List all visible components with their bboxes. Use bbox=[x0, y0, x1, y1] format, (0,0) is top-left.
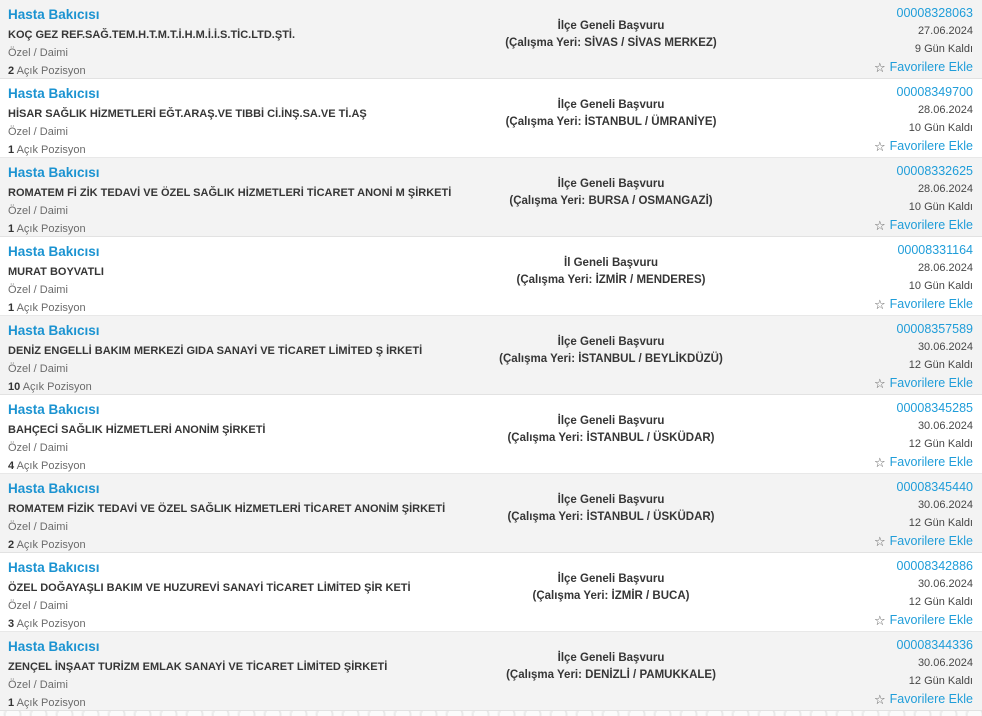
job-summary-column bbox=[0, 632, 441, 710]
job-listing-row bbox=[0, 79, 982, 158]
application-column bbox=[441, 158, 781, 236]
add-to-favorites-link[interactable] bbox=[874, 374, 973, 393]
meta-column bbox=[781, 158, 982, 236]
meta-column bbox=[781, 474, 982, 552]
favorites-label: Favorilere Ekle bbox=[889, 534, 973, 548]
listing-date: 30.06.2024 bbox=[917, 578, 973, 590]
employment-type: Özel / Daimi bbox=[8, 284, 68, 296]
open-positions-count: 1 bbox=[8, 223, 15, 235]
application-scope: İlçe Geneli Başvuru bbox=[557, 494, 665, 506]
open-positions bbox=[8, 222, 433, 237]
days-remaining: 12 Gün Kaldı bbox=[908, 438, 973, 450]
open-positions bbox=[8, 380, 433, 395]
application-column bbox=[441, 553, 781, 631]
workplace-location: (Çalışma Yeri: DENİZLİ / PAMUKKALE) bbox=[506, 669, 716, 681]
open-positions bbox=[8, 617, 433, 632]
open-positions-label: Açık Pozisyon bbox=[16, 302, 86, 314]
open-positions-count: 1 bbox=[8, 302, 15, 314]
application-scope: İlçe Geneli Başvuru bbox=[557, 415, 665, 427]
open-positions-count: 2 bbox=[8, 65, 15, 77]
open-positions-count: 2 bbox=[8, 539, 15, 551]
meta-column bbox=[781, 395, 982, 473]
job-listing-row bbox=[0, 553, 982, 632]
company-name: MURAT BOYVATLI bbox=[8, 266, 104, 278]
job-title-link[interactable]: Hasta Bakıcısı bbox=[8, 165, 100, 180]
days-remaining: 10 Gün Kaldı bbox=[908, 201, 973, 213]
job-summary-column bbox=[0, 474, 446, 552]
open-positions-count: 4 bbox=[8, 460, 15, 472]
add-to-favorites-link[interactable] bbox=[874, 532, 973, 551]
job-title-link[interactable]: Hasta Bakıcısı bbox=[8, 323, 100, 338]
company-name: KOÇ GEZ REF.SAĞ.TEM.H.T.M.T.İ.H.M.İ.İ.S.TİC.LTD.ŞTİ. bbox=[8, 29, 296, 41]
days-remaining: 10 Gün Kaldı bbox=[908, 122, 973, 134]
open-positions-label: Açık Pozisyon bbox=[16, 144, 86, 156]
open-positions bbox=[8, 143, 433, 158]
job-listing-row bbox=[0, 632, 982, 711]
job-summary-column bbox=[0, 553, 441, 631]
company-name: ZENÇEL İNŞAAT TURİZM EMLAK SANAYİ VE TİCARET LİMİTED ŞİRKETİ bbox=[8, 661, 388, 673]
open-positions-label: Açık Pozisyon bbox=[16, 223, 86, 235]
company-name: HİSAR SAĞLIK HİZMETLERİ EĞT.ARAŞ.VE TIBBİ Cİ.İNŞ.SA.VE Tİ.AŞ bbox=[8, 108, 367, 120]
job-listing-row bbox=[0, 316, 982, 395]
days-remaining: 12 Gün Kaldı bbox=[908, 359, 973, 371]
job-listing-row bbox=[0, 395, 982, 474]
listing-date: 30.06.2024 bbox=[917, 657, 973, 669]
employment-type: Özel / Daimi bbox=[8, 442, 68, 454]
workplace-location: (Çalışma Yeri: BURSA / OSMANGAZİ) bbox=[509, 195, 713, 207]
star-icon: ☆ bbox=[873, 218, 886, 233]
job-id-link[interactable]: 00008349700 bbox=[896, 85, 973, 99]
application-scope: İlçe Geneli Başvuru bbox=[557, 336, 665, 348]
job-summary-column bbox=[0, 237, 441, 315]
workplace-location: (Çalışma Yeri: İSTANBUL / ÜSKÜDAR) bbox=[507, 511, 715, 523]
job-title-link[interactable]: Hasta Bakıcısı bbox=[8, 7, 100, 22]
open-positions-label: Açık Pozisyon bbox=[16, 539, 86, 551]
meta-column bbox=[781, 632, 982, 710]
job-id-link[interactable]: 00008328063 bbox=[896, 6, 973, 20]
listing-date: 30.06.2024 bbox=[917, 499, 973, 511]
application-scope: İlçe Geneli Başvuru bbox=[557, 573, 665, 585]
favorites-label: Favorilere Ekle bbox=[889, 455, 973, 469]
job-listing-row bbox=[0, 474, 982, 553]
job-title-link[interactable]: Hasta Bakıcısı bbox=[8, 86, 100, 101]
favorites-label: Favorilere Ekle bbox=[889, 376, 973, 390]
company-name: ROMATEM FİZİK TEDAVİ VE ÖZEL SAĞLIK HİZMETLERİ TİCARET ANONİM ŞİRKETİ bbox=[8, 503, 446, 515]
job-summary-column bbox=[0, 0, 441, 78]
workplace-location: (Çalışma Yeri: İSTANBUL / BEYLİKDÜZÜ) bbox=[499, 353, 723, 365]
employment-type: Özel / Daimi bbox=[8, 47, 68, 59]
open-positions bbox=[8, 64, 433, 79]
company-name: BAHÇECİ SAĞLIK HİZMETLERİ ANONİM ŞİRKETİ bbox=[8, 424, 266, 436]
application-column bbox=[441, 237, 781, 315]
job-summary-column bbox=[0, 79, 441, 157]
days-remaining: 10 Gün Kaldı bbox=[908, 280, 973, 292]
meta-column bbox=[781, 553, 982, 631]
add-to-favorites-link[interactable] bbox=[874, 690, 973, 709]
employment-type: Özel / Daimi bbox=[8, 363, 68, 375]
add-to-favorites-link[interactable] bbox=[874, 453, 973, 472]
company-name: DENİZ ENGELLİ BAKIM MERKEZİ GIDA SANAYİ VE TİCARET LİMİTED Ş İRKETİ bbox=[8, 345, 423, 357]
job-id-link[interactable]: 00008345440 bbox=[896, 480, 973, 494]
application-scope: İl Geneli Başvuru bbox=[564, 257, 658, 269]
job-id-link[interactable]: 00008345285 bbox=[896, 401, 973, 415]
employment-type: Özel / Daimi bbox=[8, 205, 68, 217]
star-icon: ☆ bbox=[873, 297, 886, 312]
application-scope: İlçe Geneli Başvuru bbox=[557, 178, 665, 190]
star-icon: ☆ bbox=[873, 60, 886, 75]
open-positions-label: Açık Pozisyon bbox=[16, 460, 86, 472]
open-positions bbox=[8, 538, 433, 553]
favorites-label: Favorilere Ekle bbox=[889, 218, 973, 232]
meta-column bbox=[781, 0, 982, 78]
listing-date: 27.06.2024 bbox=[917, 25, 973, 37]
star-icon: ☆ bbox=[873, 613, 886, 628]
favorites-label: Favorilere Ekle bbox=[889, 60, 973, 74]
company-name: ÖZEL DOĞAYAŞLI BAKIM VE HUZUREVİ SANAYİ TİCARET LİMİTED ŞİR KETİ bbox=[8, 582, 411, 594]
add-to-favorites-link[interactable] bbox=[874, 295, 973, 314]
workplace-location: (Çalışma Yeri: SİVAS / SİVAS MERKEZ) bbox=[505, 37, 717, 49]
employment-type: Özel / Daimi bbox=[8, 521, 68, 533]
job-id-link[interactable]: 00008331164 bbox=[897, 243, 973, 257]
listing-date: 30.06.2024 bbox=[917, 341, 973, 353]
meta-column bbox=[781, 79, 982, 157]
open-positions-count: 3 bbox=[8, 618, 15, 630]
workplace-location: (Çalışma Yeri: İSTANBUL / ÜMRANİYE) bbox=[505, 116, 717, 128]
open-positions-count: 10 bbox=[8, 381, 21, 393]
job-listing-row bbox=[0, 237, 982, 316]
open-positions bbox=[8, 459, 433, 474]
application-column bbox=[441, 316, 781, 394]
application-column bbox=[441, 395, 781, 473]
employment-type: Özel / Daimi bbox=[8, 679, 68, 691]
application-column bbox=[441, 0, 781, 78]
application-column bbox=[441, 474, 781, 552]
job-title-link[interactable]: Hasta Bakıcısı bbox=[8, 481, 100, 496]
application-scope: İlçe Geneli Başvuru bbox=[557, 20, 665, 32]
listing-date: 30.06.2024 bbox=[917, 420, 973, 432]
listing-date: 28.06.2024 bbox=[917, 183, 973, 195]
open-positions-label: Açık Pozisyon bbox=[22, 381, 92, 393]
add-to-favorites-link[interactable] bbox=[874, 137, 973, 156]
star-icon: ☆ bbox=[873, 534, 886, 549]
job-listing-row bbox=[0, 0, 982, 79]
open-positions bbox=[8, 696, 433, 711]
open-positions-label: Açık Pozisyon bbox=[16, 65, 86, 77]
job-summary-column bbox=[0, 395, 441, 473]
favorites-label: Favorilere Ekle bbox=[889, 139, 973, 153]
open-positions-count: 1 bbox=[8, 697, 15, 709]
job-title-link[interactable]: Hasta Bakıcısı bbox=[8, 560, 100, 575]
job-id-link[interactable]: 00008342886 bbox=[896, 559, 973, 573]
job-summary-column bbox=[0, 316, 441, 394]
open-positions bbox=[8, 301, 433, 316]
employment-type: Özel / Daimi bbox=[8, 126, 68, 138]
star-icon: ☆ bbox=[873, 455, 886, 470]
star-icon: ☆ bbox=[873, 692, 886, 707]
workplace-location: (Çalışma Yeri: İZMİR / BUCA) bbox=[532, 590, 690, 602]
open-positions-label: Açık Pozisyon bbox=[16, 697, 86, 709]
star-icon: ☆ bbox=[873, 139, 886, 154]
job-title-link[interactable]: Hasta Bakıcısı bbox=[8, 244, 100, 259]
favorites-label: Favorilere Ekle bbox=[889, 692, 973, 706]
job-title-link[interactable]: Hasta Bakıcısı bbox=[8, 639, 100, 654]
days-remaining: 12 Gün Kaldı bbox=[908, 596, 973, 608]
application-scope: İlçe Geneli Başvuru bbox=[557, 652, 665, 664]
open-positions-count: 1 bbox=[8, 144, 15, 156]
application-scope: İlçe Geneli Başvuru bbox=[557, 99, 665, 111]
days-remaining: 12 Gün Kaldı bbox=[908, 517, 973, 529]
favorites-label: Favorilere Ekle bbox=[889, 613, 973, 627]
job-id-link[interactable]: 00008332625 bbox=[896, 164, 973, 178]
workplace-location: (Çalışma Yeri: İSTANBUL / ÜSKÜDAR) bbox=[507, 432, 715, 444]
favorites-label: Favorilere Ekle bbox=[889, 297, 973, 311]
star-icon: ☆ bbox=[873, 376, 886, 391]
add-to-favorites-link[interactable] bbox=[874, 58, 973, 77]
job-id-link[interactable]: 00008344336 bbox=[896, 638, 973, 652]
employment-type: Özel / Daimi bbox=[8, 600, 68, 612]
meta-column bbox=[781, 237, 982, 315]
listing-date: 28.06.2024 bbox=[917, 104, 973, 116]
job-listing-row bbox=[0, 158, 982, 237]
days-remaining: 9 Gün Kaldı bbox=[914, 43, 973, 55]
add-to-favorites-link[interactable] bbox=[874, 216, 973, 235]
listing-date: 28.06.2024 bbox=[917, 262, 973, 274]
add-to-favorites-link[interactable] bbox=[874, 611, 973, 630]
open-positions-label: Açık Pozisyon bbox=[16, 618, 86, 630]
application-column bbox=[441, 79, 781, 157]
application-column bbox=[441, 632, 781, 710]
company-name: ROMATEM Fİ ZİK TEDAVİ VE ÖZEL SAĞLIK HİZMETLERİ TİCARET ANONİ M ŞİRKETİ bbox=[8, 187, 452, 199]
job-summary-column bbox=[0, 158, 452, 236]
job-id-link[interactable]: 00008357589 bbox=[896, 322, 973, 336]
workplace-location: (Çalışma Yeri: İZMİR / MENDERES) bbox=[516, 274, 706, 286]
meta-column bbox=[781, 316, 982, 394]
job-title-link[interactable]: Hasta Bakıcısı bbox=[8, 402, 100, 417]
days-remaining: 12 Gün Kaldı bbox=[908, 675, 973, 687]
